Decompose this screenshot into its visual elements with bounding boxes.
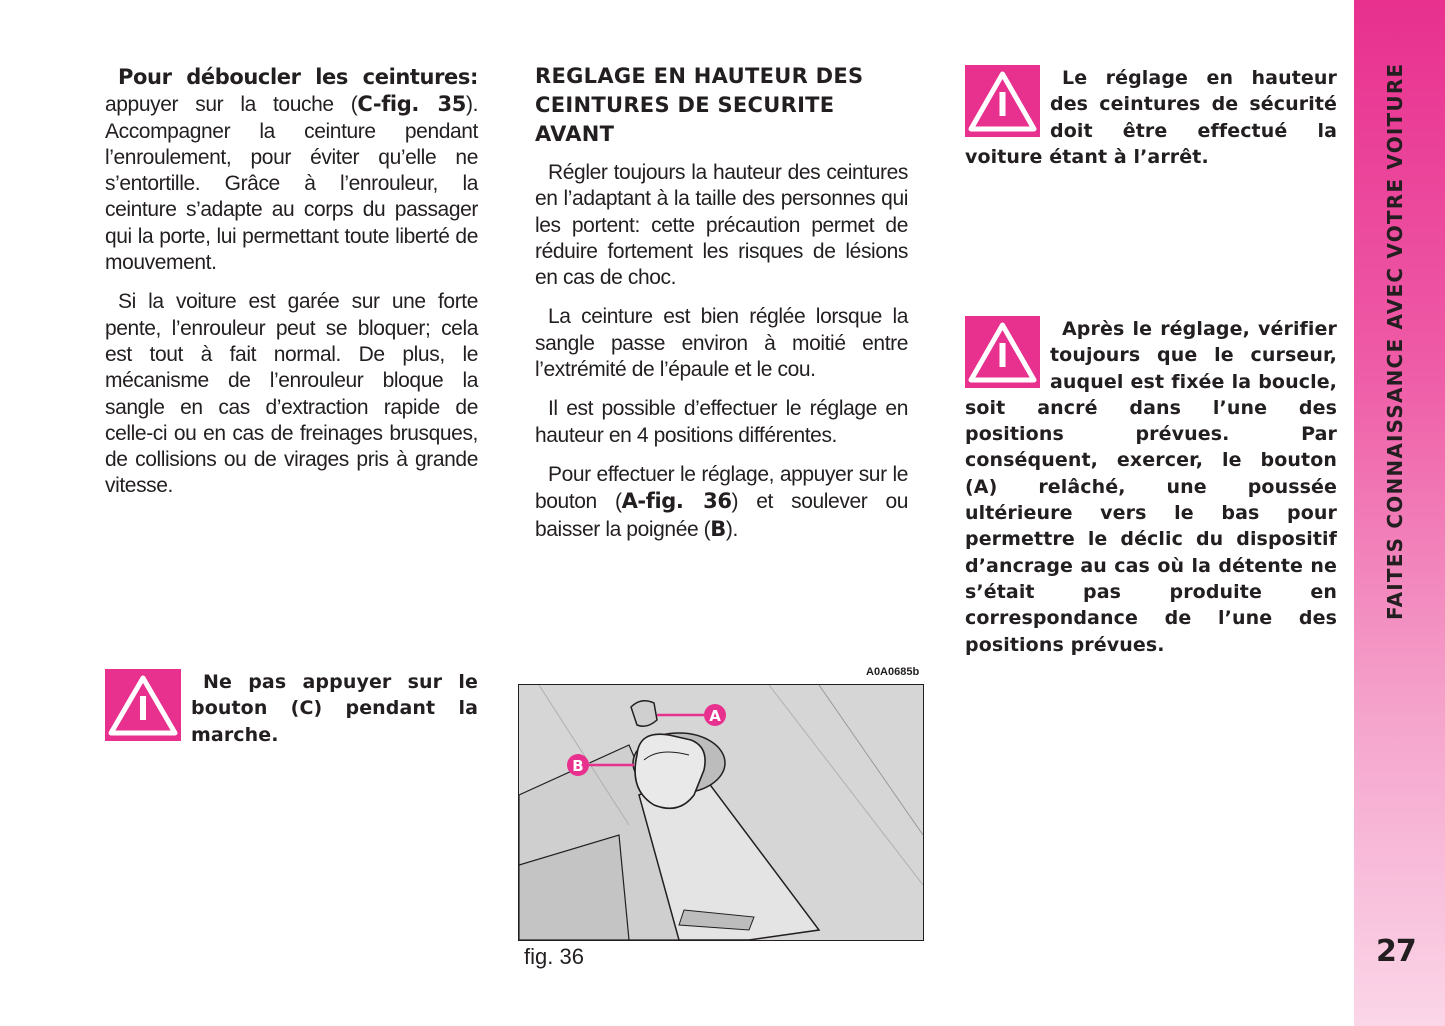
warning-box-stationary xyxy=(965,65,1337,170)
page-number: 27 xyxy=(1376,934,1416,969)
unbuckle-lead: Pour déboucler les ceintures: xyxy=(118,65,478,89)
column-middle xyxy=(535,62,908,543)
procedure-text-a: Pour effectuer le réglage, appuyer sur le bouton ( xyxy=(535,462,908,514)
unbuckle-text-a: appuyer sur la touche ( xyxy=(105,93,358,117)
figure-label-a: A xyxy=(709,707,721,725)
paragraph-correct-fit: La ceinture est bien réglée lorsque la sangle passe environ à moitié entre l’extrémité de l’épaule et le cou. xyxy=(535,305,908,382)
warning-box-anchoring xyxy=(965,316,1337,658)
procedure-text-b: ) et soulever ou baisser la poignée ( xyxy=(535,490,909,541)
chapter-title: FAITES CONNAISSANCE AVEC VOTRE VOITURE xyxy=(1383,62,1407,620)
unbuckle-text-b: ). Accompagner la ceinture pendant l’enroulement, pour éviter qu’elle ne s’entortille. Grâce à l’enrouleur, la ceinture s’adapte au corps du passager qui la porte, lui permettant toute liberté de mouvement. xyxy=(105,93,479,275)
paragraph-procedure xyxy=(535,462,908,543)
seatbelt-figure xyxy=(518,684,924,941)
paragraph-slope: Si la voiture est garée sur une forte pente, l’enrouleur peut se bloquer; cela est tout à fait normal. De plus, le mécanisme de l’enrouleur bloque la sangle en cas d’extraction rapide de celle-ci ou en cas de freinages brusques, de collisions ou de virages pris à grande vitesse. xyxy=(105,290,478,498)
section-heading: REGLAGE EN HAUTEUR DES CEINTURES DE SECURITE AVANT xyxy=(535,64,864,146)
figure-caption: fig. 36 xyxy=(524,944,584,969)
figure-code: A0A0685b xyxy=(866,666,920,678)
warning-icon xyxy=(965,65,1040,137)
warning-text-button-c: Ne pas appuyer sur le bouton (C) pendant la marche. xyxy=(191,671,478,746)
seatbelt-illustration xyxy=(519,685,923,940)
figure-reference-c: C-fig. 35 xyxy=(357,92,466,117)
paragraph-adjust-height: Régler toujours la hauteur des ceintures en l’adaptant à la taille des personnes qui les portent: cette précaution permet de réduire fortement les risques de lésions en cas de choc. xyxy=(535,161,908,290)
warning-icon xyxy=(965,316,1040,388)
warning-text-anchoring: Après le réglage, vérifier toujours que le curseur, auquel est fixée la boucle, soit ancré dans l’une des positions prévues. Par conséquent, exercer, le bouton (A) relâché, une poussée ultérieure vers le bas pour permettre le déclic du dispositif d’ancrage au cas où la détente ne s’était pas produite en correspondance de l’une des positions prévues. xyxy=(965,318,1337,656)
column-left xyxy=(105,64,478,500)
paragraph-unbuckle xyxy=(105,64,478,276)
paragraph-positions: Il est possible d’effectuer le réglage en hauteur en 4 positions différentes. xyxy=(535,397,908,447)
warning-text-stationary: Le réglage en hauteur des ceintures de sécurité doit être effectué la voiture étant à l’arrêt. xyxy=(965,67,1337,168)
figure-reference-a: A-fig. 36 xyxy=(621,489,732,514)
warning-icon xyxy=(105,669,181,741)
procedure-text-c: ). xyxy=(725,517,738,541)
warning-box-button-c xyxy=(105,669,478,748)
handle-reference-b: B xyxy=(710,516,726,541)
figure-label-b: B xyxy=(572,757,584,775)
